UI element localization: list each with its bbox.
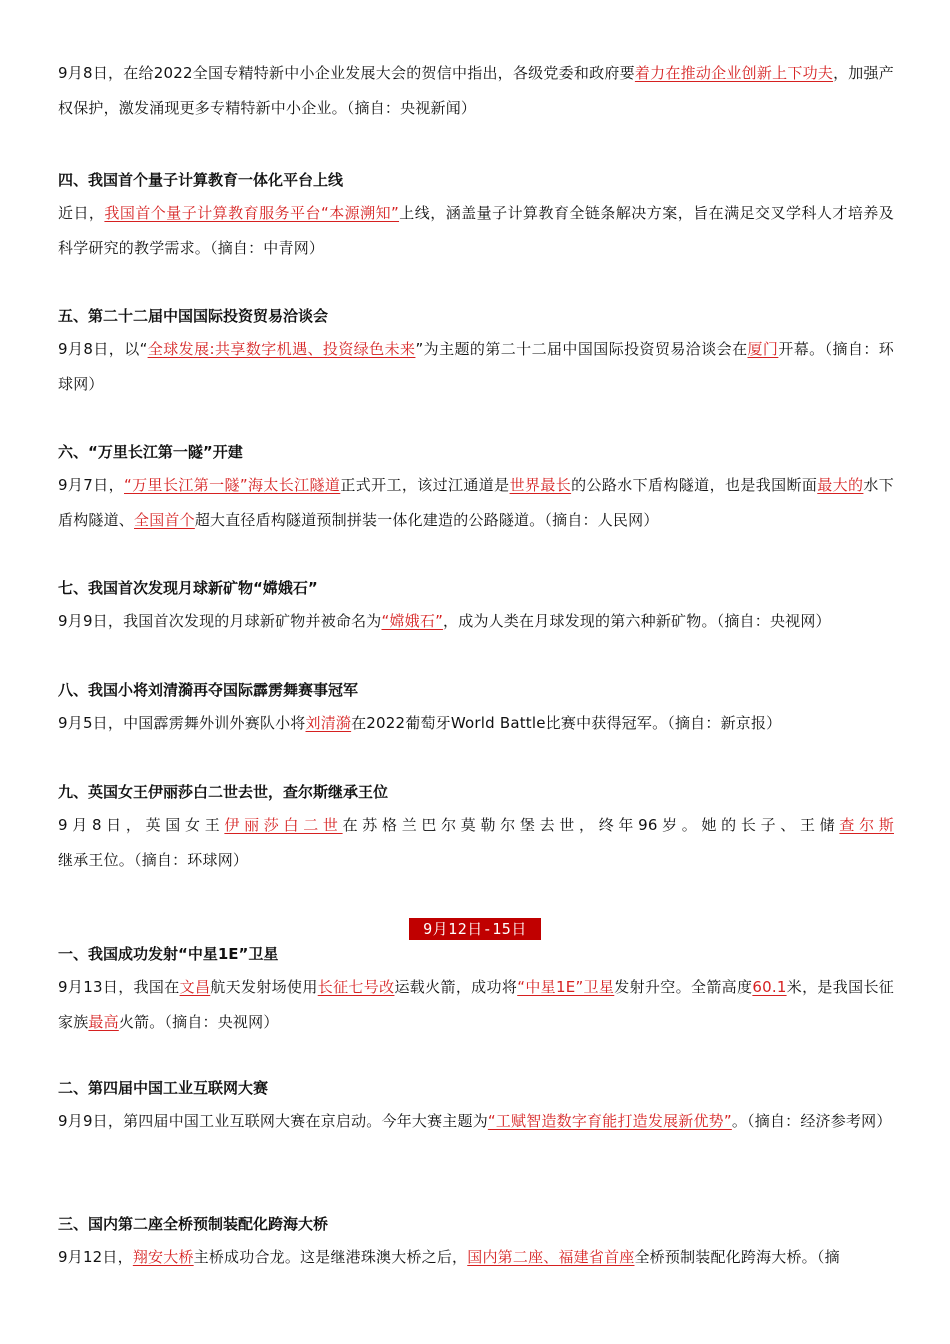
text-run: 发射升空。全箭高度 [614, 978, 753, 996]
news-item-p2-2 [58, 1076, 894, 1139]
text-run: 上线，涵盖量子计算教育全链条解决方案，旨在满足交叉学科人才培养及科学研究的教学需求。（摘自：中青网） [58, 204, 894, 257]
news-body [58, 706, 894, 741]
news-item-p2-3 [58, 1212, 894, 1275]
news-body [58, 1104, 894, 1139]
intro-paragraph [58, 56, 894, 126]
text-run: 9月7日， [58, 476, 125, 494]
news-body [58, 604, 894, 639]
news-item-8 [58, 678, 894, 741]
text-run: 9月8日，以“ [58, 340, 148, 358]
text-run: 在苏格兰巴尔莫勒尔堡去世，终年96岁。她的长子、王储 [342, 816, 840, 834]
highlight-text: “工赋智造数字育能打造发展新优势” [487, 1112, 732, 1130]
highlight-text: 世界最长 [509, 476, 572, 494]
highlight-text: 长征七号改 [317, 978, 395, 996]
text-run: 9月5日，中国霹雳舞外训外赛队小将 [58, 714, 306, 732]
highlight-text: 全球发展:共享数字机遇、投资绿色未来 [147, 340, 416, 358]
intro-paragraph-block [58, 56, 894, 126]
news-heading: 八、我国小将刘清漪再夺国际霹雳舞赛事冠军 [58, 681, 359, 699]
highlight-text: 文昌 [179, 978, 211, 996]
text-run: 近日， [58, 204, 105, 222]
news-item-7 [58, 576, 894, 639]
text-run: 超大直径盾构隧道预制拼装一体化建造的公路隧道。（摘自：人民网） [194, 511, 659, 529]
highlight-text: “嫦娥石” [381, 612, 444, 630]
news-body [58, 1240, 894, 1275]
highlight-text: “中星1E”卫星 [517, 978, 615, 996]
date-range-banner: 9月12日-15日 [409, 918, 541, 940]
highlight-text: 查尔斯 [839, 816, 894, 834]
news-heading: 四、我国首个量子计算教育一体化平台上线 [58, 171, 344, 189]
text-run: 9月12日， [58, 1248, 133, 1266]
news-heading: 九、英国女王伊丽莎白二世去世，查尔斯继承王位 [58, 783, 389, 801]
highlight-text: 伊丽莎白二世 [224, 816, 343, 834]
news-body [58, 468, 894, 538]
text-run: 9月13日，我国在 [58, 978, 180, 996]
text-run: 全桥预制装配化跨海大桥。（摘 [634, 1248, 840, 1266]
news-heading: 一、我国成功发射“中星1E”卫星 [58, 945, 279, 963]
text-run: 继承王位。（摘自：环球网） [58, 851, 249, 869]
news-item-6 [58, 440, 894, 538]
highlight-text: 全国首个 [134, 511, 195, 529]
news-item-4 [58, 168, 894, 266]
highlight-text: “万里长江第一隧”海太长江隧道 [124, 476, 341, 494]
news-item-5 [58, 304, 894, 402]
text-run: 在2022葡萄牙World Battle比赛中获得冠军。（摘自：新京报） [351, 714, 782, 732]
text-run: 的公路水下盾构隧道，也是我国断面 [571, 476, 818, 494]
news-item-9 [58, 780, 894, 878]
text-run: 航天发射场使用 [210, 978, 318, 996]
news-body [58, 970, 894, 1040]
text-run: 9月9日，第四届中国工业互联网大赛在京启动。今年大赛主题为 [58, 1112, 488, 1130]
text-run: 开幕。（摘自：环球网） [58, 340, 894, 393]
highlight-text: 厦门 [747, 340, 779, 358]
news-heading: 五、第二十二届中国国际投资贸易洽谈会 [58, 307, 329, 325]
highlight-text: 国内第二座、福建省首座 [467, 1248, 635, 1266]
text-run: 。（摘自：经济参考网） [731, 1112, 892, 1130]
highlight-text: 着力在推动企业创新上下功夫 [634, 64, 834, 82]
news-body [58, 196, 894, 266]
text-run: 米，是我国长征家族 [58, 978, 894, 1031]
text-run: 火箭。（摘自：央视网） [118, 1013, 279, 1031]
news-body [58, 332, 894, 402]
news-item-p2-1 [58, 942, 894, 1040]
highlight-text: 刘清漪 [305, 714, 352, 732]
highlight-text: 翔安大桥 [132, 1248, 194, 1266]
text-run: ”为主题的第二十二届中国国际投资贸易洽谈会在 [415, 340, 748, 358]
highlight-text: 60.1 [752, 978, 787, 996]
text-run: 9月9日，我国首次发现的月球新矿物并被命名为 [58, 612, 382, 630]
news-body [58, 808, 894, 878]
highlight-text: 最高 [88, 1013, 119, 1031]
news-heading: 六、“万里长江第一隧”开建 [58, 443, 243, 461]
text-run: 9月8日，在给2022全国专精特新中小企业发展大会的贺信中指出，各级党委和政府要 [58, 64, 635, 82]
news-heading: 三、国内第二座全桥预制装配化跨海大桥 [58, 1215, 329, 1233]
text-run: 正式开工，该过江通道是 [340, 476, 510, 494]
text-run: ，成为人类在月球发现的第六种新矿物。（摘自：央视网） [443, 612, 831, 630]
text-run: ，加强产权保护，激发涌现更多专精特新中小企业。（摘自：央视新闻） [58, 64, 894, 117]
text-run: 9月8日，英国女王 [58, 816, 225, 834]
text-run: 主桥成功合龙。这是继港珠澳大桥之后， [193, 1248, 468, 1266]
text-run: 水下盾构隧道、 [58, 476, 895, 529]
text-run: 运载火箭，成功将 [394, 978, 518, 996]
news-heading: 七、我国首次发现月球新矿物“嫦娥石” [58, 579, 318, 597]
highlight-text: 我国首个量子计算教育服务平台“本源溯知” [104, 204, 400, 222]
news-heading: 二、第四届中国工业互联网大赛 [58, 1079, 269, 1097]
highlight-text: 最大的 [817, 476, 864, 494]
